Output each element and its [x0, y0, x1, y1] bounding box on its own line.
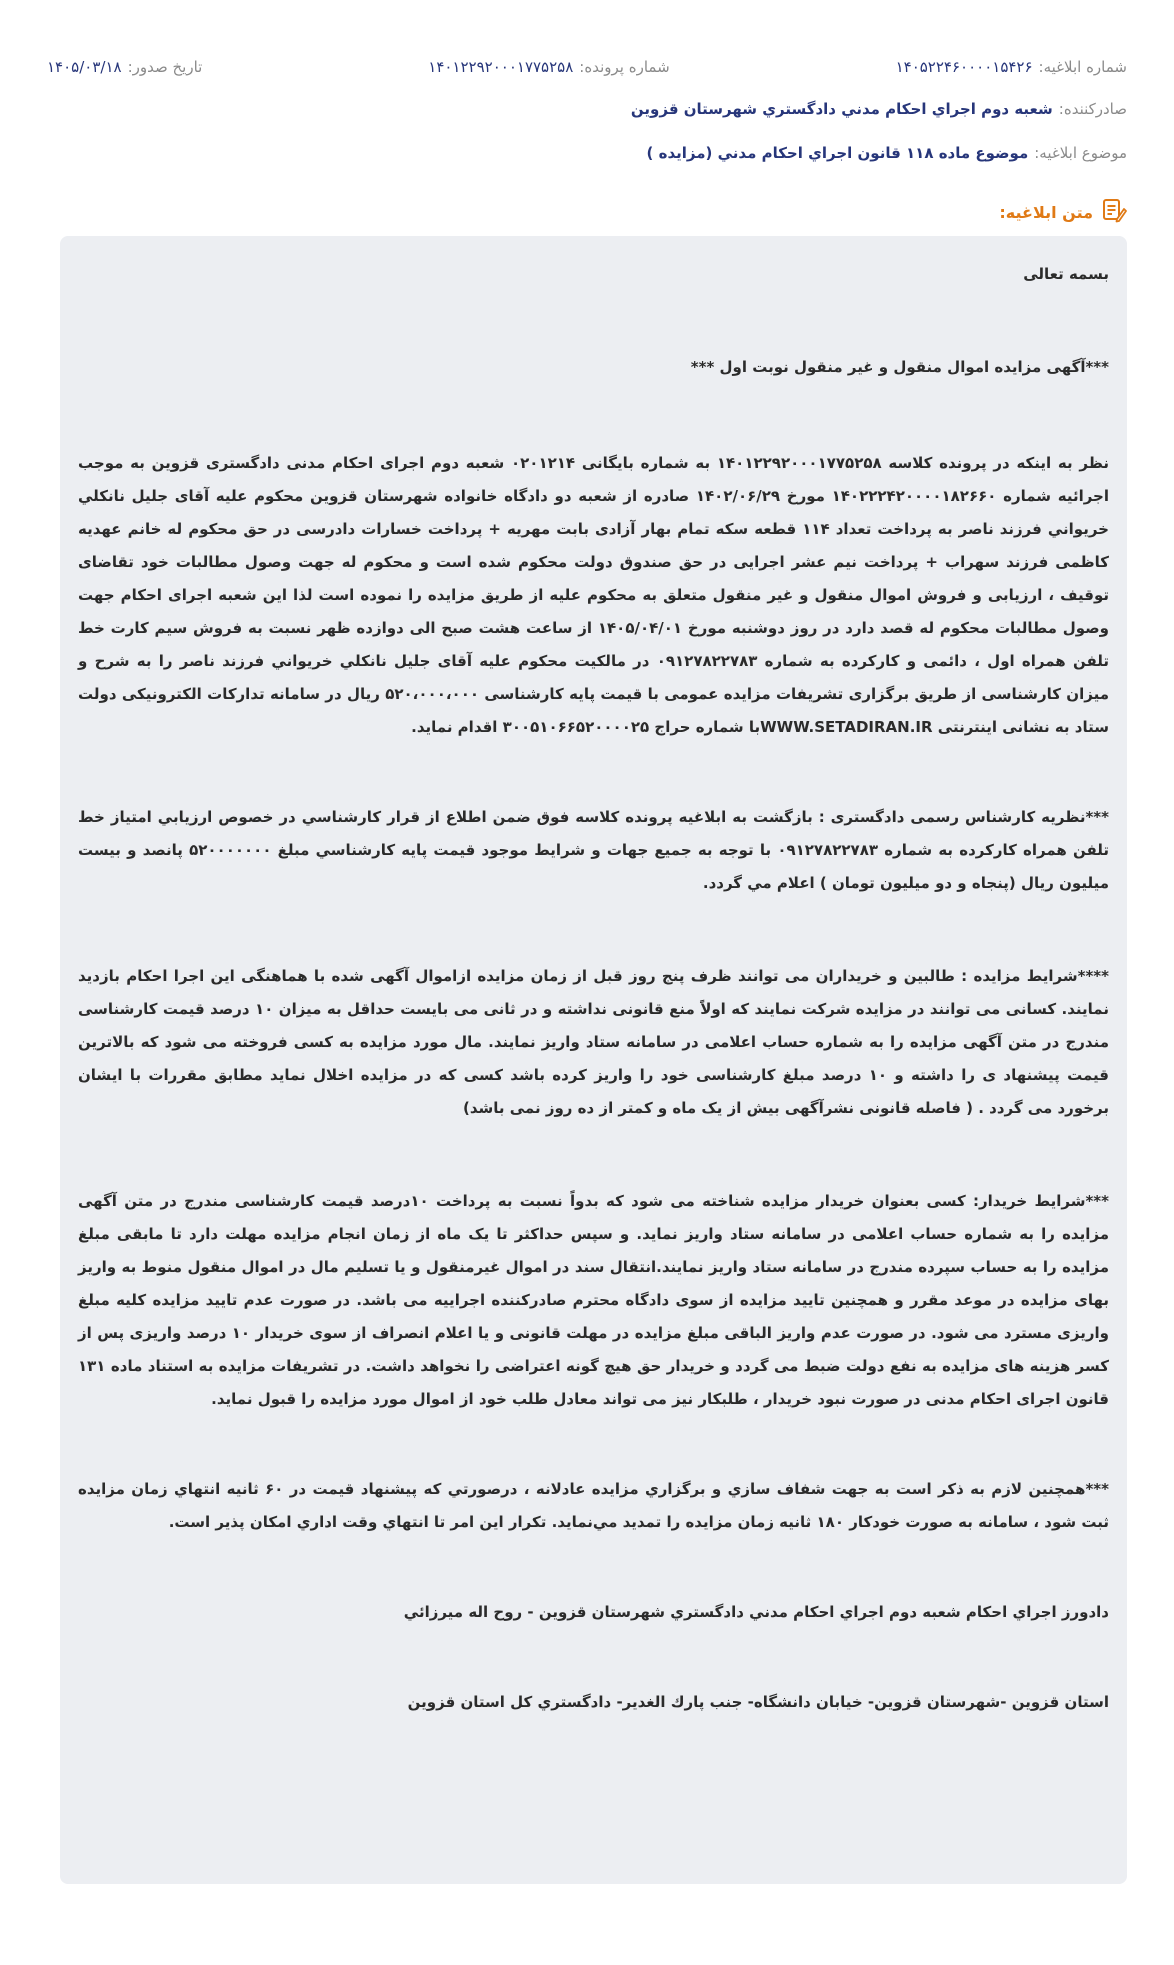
- notice-number-value: ۱۴۰۵۲۲۴۶۰۰۰۰۱۵۴۲۶: [895, 58, 1033, 76]
- buyer-conditions-paragraph: ***شرایط خریدار: کسی بعنوان خریدار مزایده شناخته می شود که بدواً نسبت به پرداخت ۱۰درصد قیمت کارشناسی مندرج در متن آگهی مزایده را به شماره حساب اعلامی در سامانه ستاد واریز نماید. و سپس حداکثر تا یک ماه از زمان انجام مزایده مهلت دارد تا مابقی مبلغ مزایده را به حساب سپرده مندرج در سامانه ستاد واریز نمایند.انتقال سند در اموال غیرمنقول و یا تسلیم مال در اموال منقول منوط به واریز بهای مزایده در موعد مقرر و همچنین تایید مزایده از سوی دادگاه محترم صادرکننده اجراییه می باشد. در صورت عدم تایید مزایده کلیه مبلغ واریزی مسترد می شود. در صورت عدم واریز الباقی مبلغ مزایده در مهلت قانونی و یا اعلام انصراف از سوی خریدار ۱۰ درصد واریزی پس از کسر هزینه های مزایده به نفع دولت ضبط می گردد و خریدار حق هیچ گونه اعتراضی را نخواهد داشت. در تشریفات مزایده به استناد ماده ۱۳۱ قانون اجرای احکام مدنی در صورت نبود خریدار ، طلبکار نیز می تواند معادل طلب خود از اموال مورد مزایده را قبول نماید.: [78, 1192, 1109, 1408]
- subject-row: [47, 144, 1127, 162]
- notice-text-heading: [999, 197, 1127, 227]
- issuer-row: [47, 100, 1127, 118]
- issue-date-value: ۱۴۰۵/۰۳/۱۸: [47, 58, 122, 76]
- notice-number-label: شماره ابلاغیه:: [1038, 58, 1127, 76]
- issue-date-label: تاریخ صدور:: [127, 58, 203, 76]
- signature-line: دادورز اجراي احكام شعبه دوم اجراي احكام مدني دادگستري شهرستان قزوين - روح اله ميرزائي: [403, 1603, 1109, 1621]
- issue-date: [47, 58, 202, 76]
- expert-opinion-paragraph: ***نظریه کارشناس رسمی دادگستری : بازگشت به ابلاغیه پرونده کلاسه فوق ضمن اطلاع از قرار کارشناسي در خصوص ارزيابي امتياز خط تلفن همراه کارکرده به شماره ۰۹۱۲۷۸۲۲۷۸۳ با توجه به جمیع جهات و شرايط موجود قيمت پايه کارشناسي مبلغ ۵۲۰۰۰۰۰۰۰ پانصد و بیست میلیون ریال (پنجاه و دو میلیون تومان ) اعلام مي گردد.: [78, 808, 1110, 892]
- issuer-value: شعبه دوم اجراي احكام مدني دادگستري شهرستان قزوين: [630, 100, 1053, 118]
- auction-title: ***آگهی مزایده اموال منقول و غیر منقول نوبت اول ***: [690, 358, 1109, 376]
- body-heading: بسمه تعالی: [1023, 265, 1109, 283]
- case-number-value: ۱۴۰۱۲۲۹۲۰۰۰۱۷۷۵۲۵۸: [428, 58, 574, 76]
- address-line: استان قزوین -شهرستان قزوين- خيابان دانشگاه- جنب پارك الغدير- دادگستري كل استان قزوين: [407, 1693, 1109, 1711]
- subject-value: موضوع ماده ۱۱۸ قانون اجراي احكام مدني (مزايده ): [646, 144, 1029, 162]
- case-number-label: شماره پرونده:: [579, 58, 670, 76]
- case-number: [428, 58, 669, 76]
- auction-conditions-paragraph: ****شرایط مزایده : طالبین و خریداران می توانند ظرف پنج روز قبل از زمان مزایده ازاموال آگهی شده با هماهنگی این اجرا احکام بازدید نمایند. کسانی می توانند در مزایده شرکت نمایند که اولاً منع قانونی نداشته و در ثانی می بایست حداقل به میزان ۱۰ درصد قیمت کارشناسی مندرج در متن آگهی مزایده را به شماره حساب اعلامی در سامانه ستاد واریز نمایند. مال مورد مزایده به کسی فروخته می شود که بالاترین قیمت پیشنهاد ی را داشته و ۱۰ درصد مبلغ کارشناسی خود را واریز کرده باشد کسی که در مزایده اخلال نماید مطابق مقررات با ایشان برخورد می گردد . ( فاصله قانونی نشرآگهی بیش از یک ماه و کمتر از ده روز نمی باشد): [78, 967, 1109, 1117]
- notice-text-title: متن ابلاغیه:: [999, 202, 1093, 222]
- issuer-label: صادرکننده:: [1058, 100, 1127, 118]
- subject-label: موضوع ابلاغیه:: [1034, 144, 1127, 162]
- document-pen-icon: [1101, 197, 1127, 227]
- notice-number: [896, 58, 1127, 76]
- header-meta-row: [47, 58, 1127, 76]
- notice-body: [60, 236, 1127, 1884]
- auction-main-paragraph: نظر به اینکه در پرونده کلاسه ۱۴۰۱۲۲۹۲۰۰۰۱۷۷۵۲۵۸ به شماره بایگانی ۰۲۰۱۲۱۴ شعبه دوم اجرای احکام مدنی دادگستری قزوین به موجب اجرائیه شماره ۱۴۰۲۲۲۴۲۰۰۰۰۱۸۲۶۶۰ مورخ ۱۴۰۲/۰۶/۲۹ صادره از شعبه دو دادگاه خانواده شهرستان قزوین محکوم علیه آقای جلیل نانكلي خريواني فرزند ناصر به پرداخت تعداد ۱۱۴ قطعه سکه تمام بهار آزادی بابت مهریه + پرداخت خسارات دادرسی در حق محکوم له خانم عهدیه کاظمی فرزند سهراب + پرداخت نیم عشر اجرایی در حق صندوق دولت محکوم شده است و محکوم له جهت وصول مطالبات خود تقاضای توقیف ، ارزیابی و فروش اموال منقول و غیر منقول متعلق به محکوم علیه از طریق مزایده را نموده است لذا این شعبه اجرای احکام جهت وصول مطالبات محکوم له قصد دارد در روز دوشنبه مورخ ۱۴۰۵/۰۴/۰۱ از ساعت هشت صبح الی دوازده ظهر نسبت به فروش سیم کارت خط تلفن همراه اول ، دائمی و کارکرده به شماره ۰۹۱۲۷۸۲۲۷۸۳ در مالکیت محکوم علیه آقای جلیل نانكلي خريواني فرزند ناصر را به شرح و میزان کارشناسی از طریق برگزاری تشریفات مزایده عمومی با قیمت پایه کارشناسی ۵۲۰،۰۰۰،۰۰۰ ریال در سامانه تدارکات الکترونیکی دولت ستاد به نشانی اینترنتی WWW.SETADIRAN.IRبا شماره حراج ۳۰۰۵۱۰۶۶۵۲۰۰۰۰۲۵ اقدام نماید.: [78, 454, 1109, 736]
- extension-note-paragraph: ***همچنین لازم به ذکر است به جهت شفاف سازي و برگزاري مزايده عادلانه ، درصورتي كه پيشنهاد قيمت در ۶۰ ثانيه انتهاي زمان مزايده ثبت شود ، سامانه به صورت خودكار ۱۸۰ ثانيه زمان مزايده را تمديد مي‌نمايد. تكرار اين امر تا انتهاي وقت اداري امكان پذير است.: [78, 1480, 1109, 1531]
